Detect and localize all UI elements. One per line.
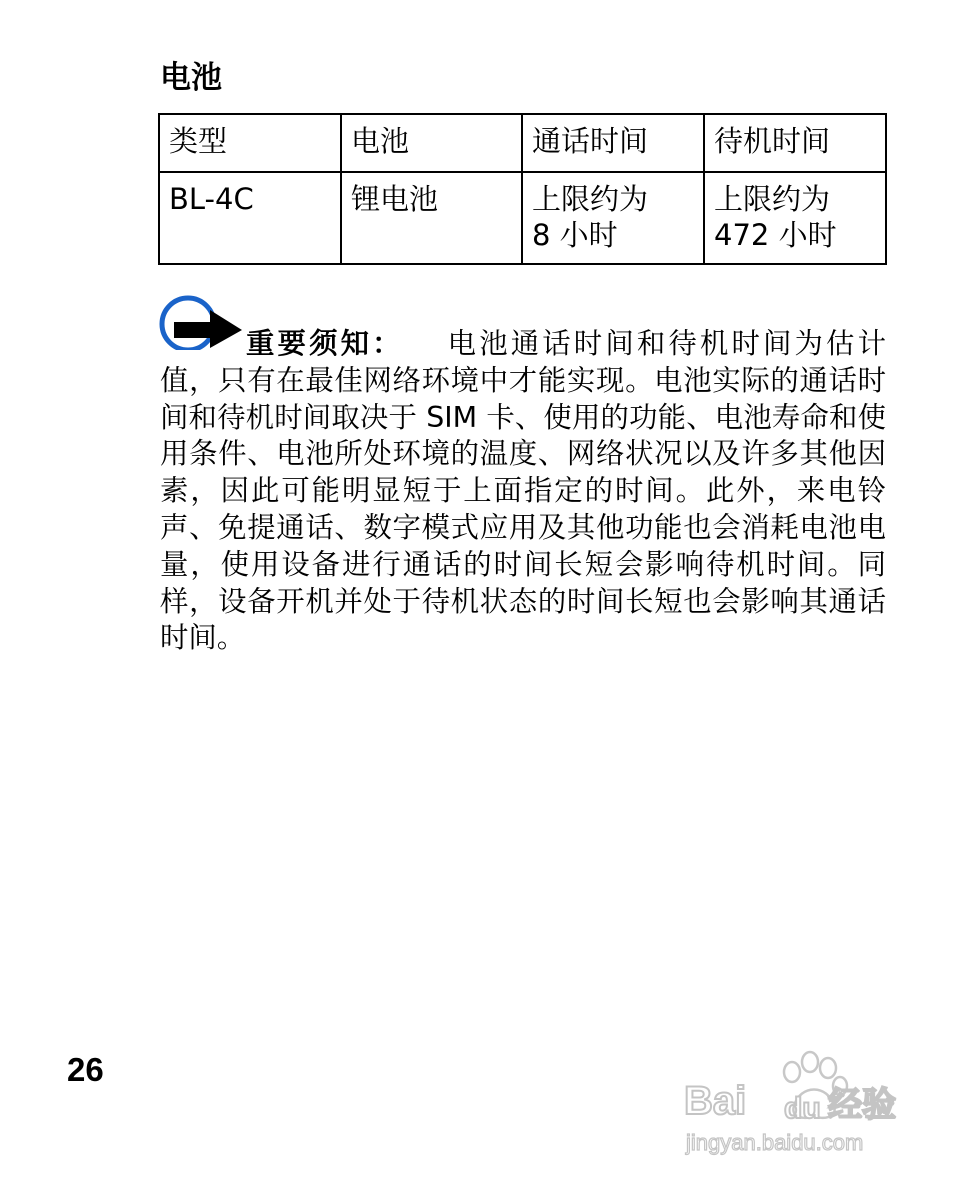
header-type: 类型 — [159, 114, 341, 172]
cell-type: BL-4C — [159, 172, 341, 264]
page-number: 26 — [67, 1051, 104, 1088]
header-talk-time: 通话时间 — [522, 114, 704, 172]
table-row — [159, 172, 886, 264]
note-text: 电池通话时间和待机时间为估计值，只有在最佳网络环境中才能实现。电池实际的通话时间和待机时间取决于 SIM 卡、使用的功能、电池寿命和使用条件、电池所处环境的温度、网络状况以及许多其他因素，因此可能明显短于上面指定的时间。此外，来电铃声、免提通话、数字模式应用及其他功能也会消耗电池电量，使用设备进行通话的时间长短会影响待机时间。同样，设备开机并处于待机状态的时间长短也会影响其通话时间。 — [160, 327, 886, 655]
cell-standby-time — [704, 172, 886, 264]
standby-time-line-1: 上限约为 — [714, 182, 831, 216]
cell-talk-time — [522, 172, 704, 264]
baidu-jingyan-watermark — [682, 1046, 914, 1156]
talk-time-line-1: 上限约为 — [532, 182, 649, 216]
watermark-url: jingyan.baidu.com — [686, 1130, 864, 1155]
watermark-brand-a: Bai — [684, 1079, 747, 1123]
note-label: 重要须知： — [246, 327, 404, 360]
standby-time-line-2: 472 小时 — [714, 218, 837, 252]
important-note-paragraph — [160, 326, 886, 657]
header-standby-time: 待机时间 — [704, 114, 886, 172]
table-header-row — [159, 114, 886, 172]
section-title: 电池 — [160, 60, 222, 96]
watermark-brand-cn: 经验 — [828, 1085, 896, 1125]
watermark-brand-b: du — [784, 1092, 821, 1125]
cell-battery: 锂电池 — [341, 172, 522, 264]
battery-spec-table — [158, 113, 887, 265]
talk-time-line-2: 8 小时 — [532, 218, 618, 252]
header-battery: 电池 — [341, 114, 522, 172]
